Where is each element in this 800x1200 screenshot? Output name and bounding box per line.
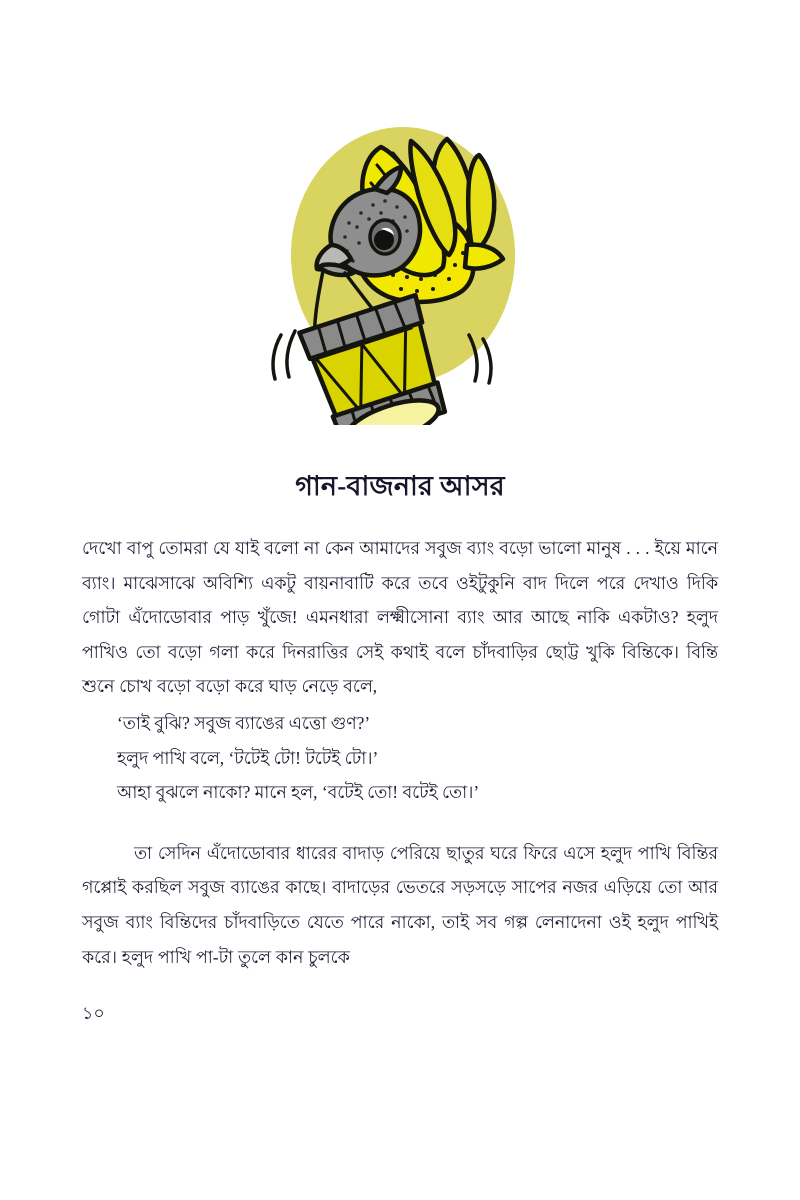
body-text-block [82,531,718,974]
chapter-illustration [0,95,800,425]
page-number: ১০ [82,1003,105,1023]
dialogue-block [82,706,718,810]
bird-eye-pupil [374,230,394,250]
paragraph-spacer [82,810,718,836]
yellow-bird-with-drum-illustration [235,95,565,425]
paragraph-2: তা সেদিন এঁদোডোবার ধারের বাদাড় পেরিয়ে ছাতুর ঘরে ফিরে এসে হলুদ পাখি বিন্তির গপ্পোই করছিল সবুজ ব্যাঙের কাছে। বাদাড়ের ভেতরে সড়সড়ে সাপের নজর এড়িয়ে তো আর সবুজ ব্যাং বিন্তিদের চাঁদবাড়িতে যেতে পারে নাকো, তাই সব গল্প লেনাদেনা ওই হলুদ পাখিই করে। হলুদ পাখি পা-টা তুলে কান চুলকে [82,842,718,967]
dialogue-line-2: হলুদ পাখি বলে, ‘টটেই টো! টটেই টো।’ [117,747,379,768]
chapter-title: গান-বাজনার আসর [295,471,505,502]
motion-lines-left [273,331,295,379]
dialogue-line-1: ‘তাই বুঝি? সবুজ ব্যাঙের এত্তো গুণ?’ [117,712,371,733]
paragraph-1: দেখো বাপু তোমরা যে যাই বলো না কেন আমাদের সবুজ ব্যাং বড়ো ভালো মানুষ . . . ইয়ে মানে ব্যাং। মাঝেসাঝে অবিশ্যি একটু বায়নাবাটি করে তবে ওইটুকুনি বাদ দিলে পরে দেখাও দিকি গোটা এঁদোডোবার পাড় খুঁজে! এমনধারা লক্ষ্মীসোনা ব্যাং আর আছে নাকি একটাও? হলুদ পাখিও তো বড়ো গলা করে দিনরাত্তির সেই কথাই বলে চাঁদবাড়ির ছোট্ট খুকি বিন্তিকে। বিন্তি শুনে চোখ বড়ো বড়ো করে ঘাড় নেড়ে বলে, [82,538,718,697]
dialogue-line-3: আহা বুঝলে নাকো? মানে হল, ‘বটেই তো! বটেই তো।’ [117,782,480,803]
